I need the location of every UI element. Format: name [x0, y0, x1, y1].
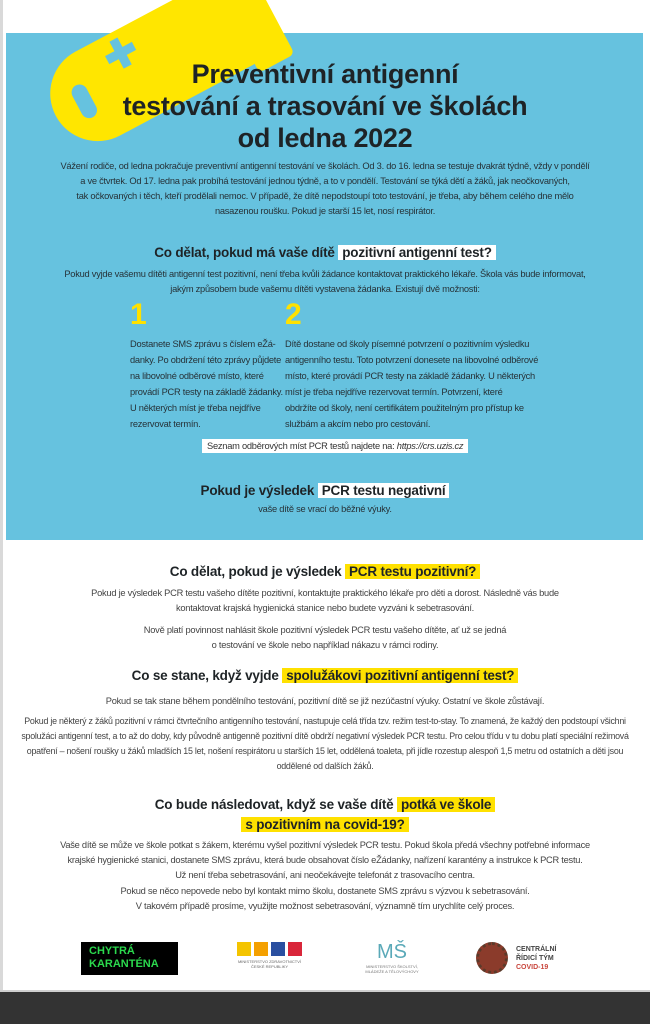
section4-heading: Co bude následovat, když se vaše dítě potká ve škole s pozitivním na covid-19? [0, 795, 650, 835]
section3-p1: Pokud se tak stane během pondělního testování, pozitivní dítě se již nezúčastní výuky. Ostatní ve škole zůstávají. [105, 696, 545, 706]
central-management-team-logo: CENTRÁLNÍ ŘÍDICÍ TÝM COVID-19 [476, 940, 586, 976]
title-line: od ledna 2022 [237, 123, 413, 153]
section2-heading: Co dělat, pokud je výsledek PCR testu pozitivní? [0, 564, 650, 579]
section1-text: Pokud vyjde vašemu dítěti antigenní test pozitivní, není třeba kvůli žádance kontaktovat praktického lékaře. Škola vás bude informovat, jakým způsobem bude vašemu dítěti vystavena žádanka. Existují dvě možnosti: [64, 269, 586, 294]
bottom-bar [0, 990, 650, 1024]
section3-p2: Pokud je některý z žáků pozitivní v rámci čtvrtečního antigenního testování, nastupuje celá třída tzv. režim test-to-stay. To znamená, že každý den podstoupí všichni spolužáci antigenní test, a to až do doby, kdy původně antigenně pozitivní dítě obdrží negativní výsledek PCR testu. Pro celou třídu v tu dobu platí speciální režimová opatření – nošení roušky u žáků mladších 15 let, nošení respirátoru u starších 15 let, oddělená toaleta, při jídle rozestup alespoň 1,5 metru od ostatních a děti jsou oddělené od dalších žáků. [21, 716, 629, 771]
test-tube-icon: ✚ [19, 0, 310, 180]
negative-text: vaše dítě se vrací do běžné výuky. [258, 504, 392, 514]
section2-p1: Pokud je výsledek PCR testu vašeho dítěte pozitivní, kontaktujte praktického lékaře pro děti a dorost. Následně vás bude kontaktovat krajská hygienická stanice nebo budete vyzváni k sebetrasování. [91, 588, 559, 613]
ministry-of-education-logo: MŠ MINISTERSTVO ŠKOLSTVÍ, MLÁDEŽE A TĚLOVÝCHOVY [365, 941, 419, 974]
intro-text: Vážení rodiče, od ledna pokračuje preventivní antigenní testování ve školách. Od 3. do 16. ledna se testuje dvakrát týdně, vždy v pondělí a ve čtvrtek. Od 17. ledna pak probíhá testování jednou týdně, a to v pondělí. Testování se týká dětí a žáků, jak neočkovaných, tak očkovaných i těch, kteří prodělali nemoc. V případě, že dítě nepodstoupí toto testování, je třeba, aby během celého dne mělo nasazenou roušku. Pokud je starší 15 let, nosí respirátor. [60, 161, 590, 216]
pcr-locations-note: Seznam odběrových míst PCR testů najdete na: https://crs.uzis.cz [202, 439, 468, 453]
chytra-karantena-logo: CHYTRÁ KARANTÉNA [81, 942, 178, 975]
section3-heading: Co se stane, když vyjde spolužákovi pozitivní antigenní test? [0, 668, 650, 683]
ministry-of-health-logo: MINISTERSTVO ZDRAVOTNICTVÍ ČESKÉ REPUBLIKY [232, 942, 307, 976]
page-title [0, 58, 650, 154]
coat-of-arms-icon [476, 942, 508, 974]
section4-p2: Pokud se něco nepovede nebo byl kontakt mimo školu, dostanete SMS zprávu s výzvou k sebetrasování. V takovém případě prosíme, využijte možnost sebetrasování, významně tím urychlíte celý proces. [120, 886, 530, 911]
option-2-text: Dítě dostane od školy písemné potvrzení o pozitivním výsledku antigenního testu. Toto potvrzení donesete na libovolné odběrové místo, které provádí PCR testy na základě žádanky. U některých míst je třeba nejdříve rezervovat termín. Potvrzení, které obdržíte od školy, není certifikátem použitelným pro přístup ke službám a akcím nebo pro cestování. [285, 339, 539, 429]
section4-p1: Vaše dítě se může ve škole potkat s žákem, kterému vyšel pozitivní výsledek PCR testu. Pokud škola předá všechny potřebné informace krajské hygienické stanici, dostanete SMS zprávu, která bude obsahovat číslo eŽádanky, nařízení karantény a instrukce k PCR testu. Už není třeba sebetrasování, ani neočekávejte telefonát z trasovacího centra. [60, 840, 590, 880]
title-line: testování a trasování ve školách [122, 91, 528, 121]
section1-heading: Co dělat, pokud má vaše dítě pozitivní antigenní test? [0, 245, 650, 260]
section2-p2: Nově platí povinnost nahlásit škole pozitivní výsledek PCR testu vašeho dítěte, ať už se jedná o testování ve škole nebo například nákazu v rámci rodiny. [143, 625, 507, 650]
pcr-locations-link[interactable]: https://crs.uzis.cz [396, 441, 464, 451]
option-2-number: 2 [285, 298, 302, 331]
title-line: Preventivní antigenní [191, 59, 459, 89]
option-1-number: 1 [130, 298, 147, 331]
negative-heading: Pokud je výsledek PCR testu negativní [0, 483, 650, 498]
option-1-text: Dostanete SMS zprávu s číslem eŽá- danky. Po obdržení této zprávy půjdete na libovolné odběrové místo, které provádí PCR testy na základě žádanky. U některých míst je třeba nejdříve rezervovat termín. [130, 339, 283, 429]
